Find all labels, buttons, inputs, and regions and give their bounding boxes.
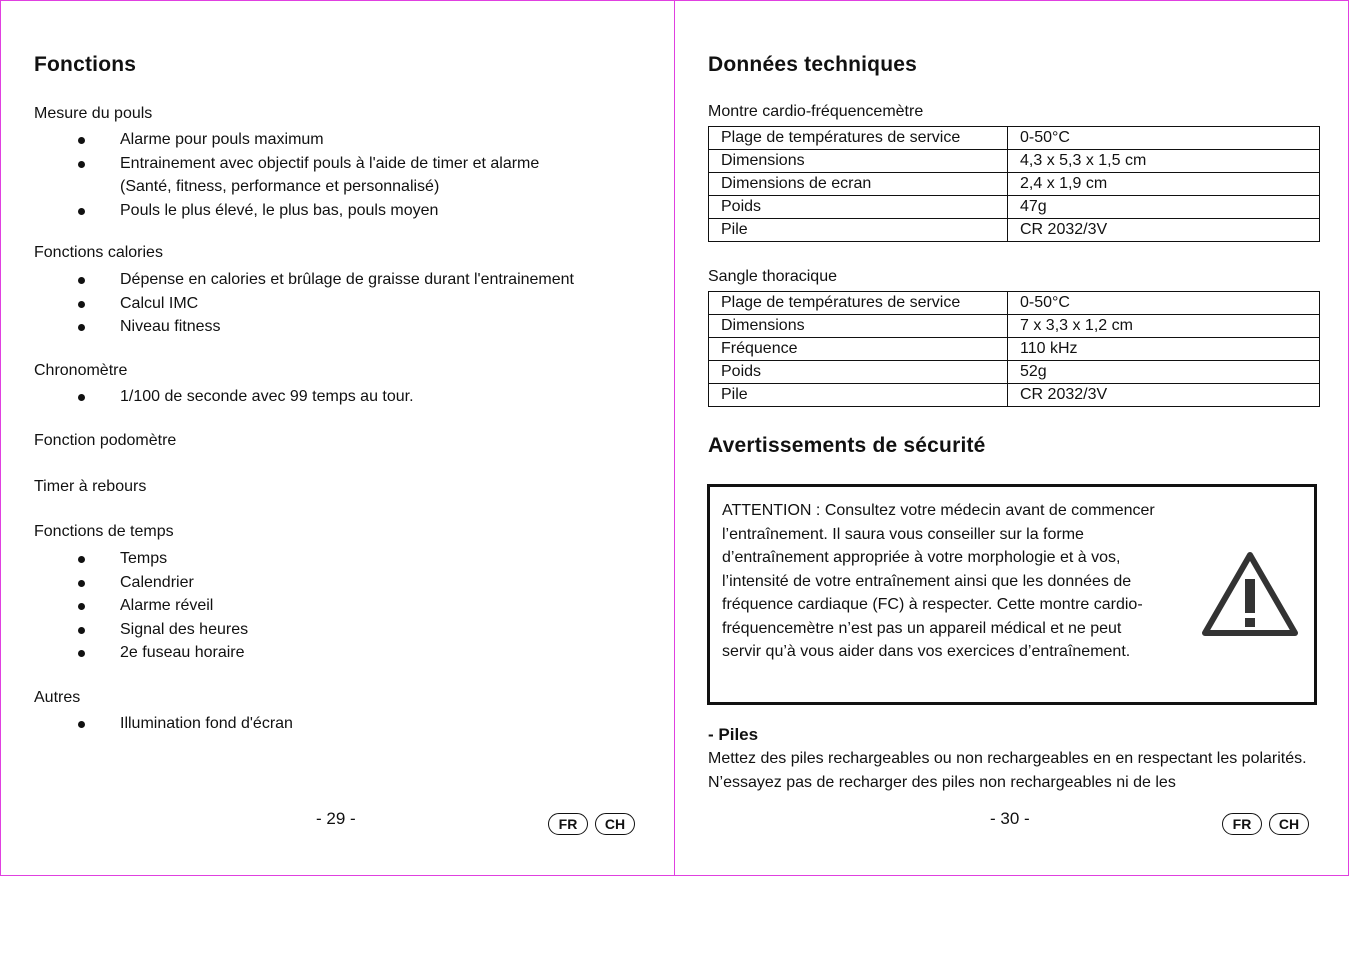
page-number: - 29 -: [316, 809, 356, 828]
list-item-continuation: (Santé, fitness, performance et personnalisé): [120, 178, 440, 195]
list-item: Dépense en calories et brûlage de graisse durant l'entrainement: [34, 268, 654, 292]
section-heading: Fonctions de temps: [34, 523, 174, 540]
warning-triangle-icon: [1200, 549, 1300, 639]
language-badge-ch: CH: [1269, 813, 1309, 835]
bullet-icon: [78, 721, 85, 728]
spec-table-watch: [708, 126, 1320, 242]
section-heading: Timer à rebours: [34, 478, 147, 495]
piles-text: Mettez des piles rechargeables ou non rechargeables en en respectant les polarités. N’essayez pas de recharger des piles non rechargeables ni de les: [708, 750, 1307, 791]
table-row: Dimensions de ecran 2,4 x 1,9 cm: [709, 173, 1320, 196]
list-item: Niveau fitness: [34, 315, 654, 339]
section-heading: Chronomètre: [34, 362, 128, 379]
table-row: Plage de températures de service 0-50°C: [709, 292, 1320, 315]
bullet-icon: [78, 161, 85, 168]
language-badge-fr: FR: [1222, 813, 1262, 835]
bullet-icon: [78, 324, 85, 331]
list-item: Alarme réveil: [34, 594, 654, 618]
bullet-icon: [78, 556, 85, 563]
table-heading: Montre cardio-fréquencemètre: [708, 103, 924, 120]
table-row: Pile CR 2032/3V: [709, 384, 1320, 407]
bullet-list: [34, 128, 654, 222]
right-page: [674, 0, 1349, 876]
language-badge-ch: CH: [595, 813, 635, 835]
table-row: Poids 52g: [709, 361, 1320, 384]
language-badges: [548, 813, 635, 835]
bullet-icon: [78, 277, 85, 284]
section-heading: Mesure du pouls: [34, 105, 153, 122]
section-heading: Autres: [34, 689, 81, 706]
list-item: 2e fuseau horaire: [34, 641, 654, 665]
bullet-list: [34, 268, 654, 339]
section-heading: Fonctions calories: [34, 244, 163, 261]
table-heading: Sangle thoracique: [708, 268, 837, 285]
bullet-icon: [78, 208, 85, 215]
bullet-icon: [78, 301, 85, 308]
table-row: Poids 47g: [709, 196, 1320, 219]
page-title: Données techniques: [708, 53, 917, 76]
bullet-icon: [78, 137, 85, 144]
section-heading: Fonction podomètre: [34, 432, 177, 449]
list-item: Calcul IMC: [34, 292, 654, 316]
table-row: Dimensions 4,3 x 5,3 x 1,5 cm: [709, 150, 1320, 173]
table-row: Fréquence 110 kHz: [709, 338, 1320, 361]
table-row: Plage de températures de service 0-50°C: [709, 127, 1320, 150]
list-item: Pouls le plus élevé, le plus bas, pouls moyen: [34, 199, 654, 223]
bullet-icon: [78, 580, 85, 587]
section-title: Avertissements de sécurité: [708, 434, 986, 457]
list-item: 1/100 de seconde avec 99 temps au tour.: [34, 385, 654, 409]
table-row: Pile CR 2032/3V: [709, 219, 1320, 242]
list-item: Alarme pour pouls maximum: [34, 128, 654, 152]
bullet-icon: [78, 603, 85, 610]
piles-heading: - Piles: [708, 725, 759, 744]
left-page: [0, 0, 675, 876]
warning-box: [707, 484, 1317, 705]
language-badge-fr: FR: [548, 813, 588, 835]
bullet-list: [34, 547, 654, 665]
page-title: Fonctions: [34, 53, 137, 76]
warning-text: ATTENTION : Consultez votre médecin avant de commencer l’entraînement. Il saura vous conseiller sur la forme d’entraînement appropriée à votre morphologie et à vos, l’intensité de votre entraînement ainsi que les données de fréquence cardiaque (FC) à respecter. Cette montre cardio-fréquencemètre n’est pas un appareil médical et ne peut servir qu’à vous aider dans vos exercices d’entraînement.: [722, 502, 1155, 660]
list-item: Calendrier: [34, 571, 654, 595]
spec-table-chest-strap: [708, 291, 1320, 407]
list-item: Illumination fond d'écran: [34, 712, 654, 736]
language-badges: [1222, 813, 1309, 835]
list-item: Temps: [34, 547, 654, 571]
bullet-list: [34, 385, 654, 409]
bullet-icon: [78, 627, 85, 634]
table-row: Dimensions 7 x 3,3 x 1,2 cm: [709, 315, 1320, 338]
bullet-list: [34, 712, 654, 736]
list-item: Signal des heures: [34, 618, 654, 642]
page-number: - 30 -: [990, 809, 1030, 828]
bullet-icon: [78, 394, 85, 401]
list-item: Entrainement avec objectif pouls à l'aide de timer et alarme (Santé, fitness, performance et personnalisé): [34, 152, 654, 199]
bullet-icon: [78, 650, 85, 657]
